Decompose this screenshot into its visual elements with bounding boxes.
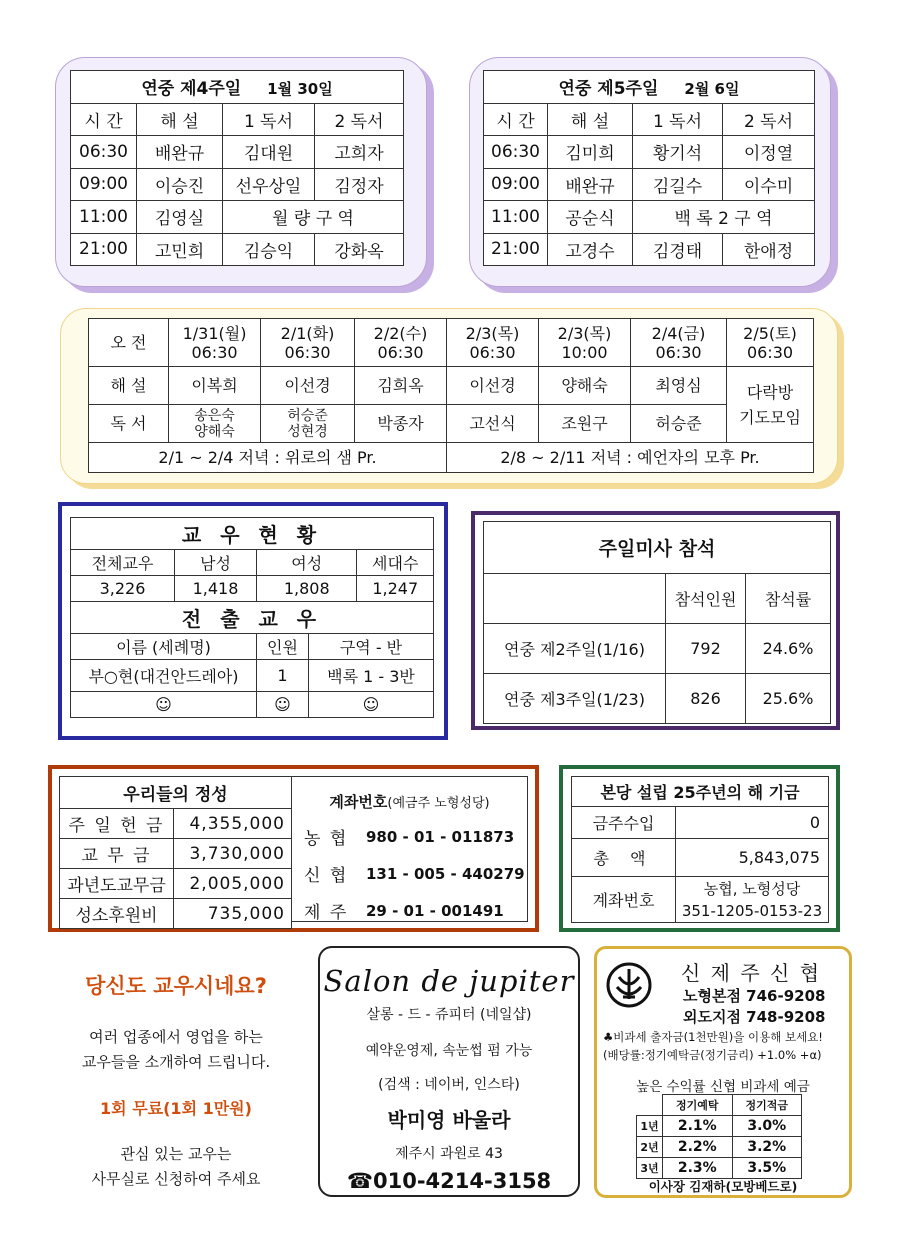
salon-phone: ☎010-4214-3158 bbox=[346, 1169, 552, 1193]
evening-prayer-1: 2/1 ~ 2/4 저녁 : 위로의 샘 Pr. bbox=[89, 443, 447, 473]
members-table: 교 우 현 황 전체교우 남성 여성 세대수 3,226 1,418 1,808 1,247 전 출 교 우 이름 (세례명) 인원 구역 - 반 부○현(대건안드레아) 1 백록 1 - 3반 ☺ ☺ ☺ bbox=[70, 517, 434, 718]
shinhyup-logo-icon bbox=[605, 961, 653, 1009]
header-commentary: 해 설 bbox=[137, 103, 223, 136]
offerings-title: 우리들의 정성 bbox=[60, 777, 292, 809]
salon-ad: Salon de jupiter 살롱 - 드 - 쥬피터 (네일샵) 예약운영제, 속눈썹 펌 가능 (검색 : 네이버, 인스타) 박미영 바울라 제주시 과원로 43 ☎010-4214-3158 bbox=[318, 946, 580, 1197]
week4-title: 연중 제4주일 1월 30일 bbox=[71, 71, 404, 104]
day-cell: 1/31(월) 06:30 bbox=[169, 319, 261, 367]
smiley-icon: ☺ bbox=[71, 692, 257, 718]
table-row: 09:00 배완규 김길수 이수미 bbox=[484, 168, 815, 201]
header-time: 시 간 bbox=[71, 103, 137, 136]
table-row: 교 무 금 3,730,000 bbox=[60, 839, 292, 869]
morning-label: 오 전 bbox=[89, 319, 169, 367]
week5-title: 연중 제5주일 2월 6일 bbox=[484, 71, 815, 104]
attendance-title: 주일미사 참석 bbox=[484, 522, 831, 574]
account-row: 제 주 29 - 01 - 001491 bbox=[304, 901, 504, 923]
ad-price: 1회 무료(1회 1만원) bbox=[100, 1099, 252, 1118]
table-row: 성소후원비 735,000 bbox=[60, 899, 292, 929]
offerings-table bbox=[59, 776, 292, 929]
table-row: 계좌번호 농협, 노형성당 351-1205-0153-23 bbox=[572, 877, 829, 923]
table-row: 06:30 배완규 김대원 고희자 bbox=[71, 136, 404, 169]
table-row: 2년 2.2% 3.2% bbox=[637, 1137, 802, 1158]
day-cell: 2/4(금) 06:30 bbox=[631, 319, 727, 367]
table-row: 21:00 고경수 김경태 한애정 bbox=[484, 233, 815, 266]
table-row: 11:00 공순식 백 록 2 구 역 bbox=[484, 201, 815, 234]
smiley-icon: ☺ bbox=[309, 692, 434, 718]
header-reading2: 2 독서 bbox=[315, 103, 404, 136]
day-cell: 2/1(화) 06:30 bbox=[261, 319, 355, 367]
ad-headline: 당신도 교우시네요? bbox=[85, 974, 267, 998]
morning-table: 오 전 1/31(월) 06:30 2/1(화) 06:30 2/2(수) 06:30 2/3(목) 06:30 2/3(목) 10:00 2/4(금) 06:30 2/5(토) 06:30 해 설 이복희 이선경 김희옥 이선경 양해숙 최영심 다락방 기도모임 독 서 송은숙 양해숙 허승준 성현경 박종자 고선식 조원구 허승준 2/1 ~ 2/4 저녁 : 위로의 샘 Pr. 2/8 ~ 2/11 저녁 : 예언자의 모후 Pr. bbox=[88, 318, 814, 473]
fund-table bbox=[571, 776, 829, 923]
attendance-table: 주일미사 참석 참석인원 참석률 연중 제2주일(1/16) 792 24.6% 연중 제3주일(1/23) 826 25.6% bbox=[483, 521, 831, 724]
table-row: 11:00 김영실 월 량 구 역 bbox=[71, 201, 404, 234]
phone-icon: ☎ bbox=[346, 1169, 373, 1193]
account-box bbox=[292, 776, 528, 922]
week5-table: 연중 제5주일 2월 6일 시 간 해 설 1 독서 2 독서 06:30 김미희 황기석 이정열 09:00 배완규 김길수 이수미 11:00 공순식 백 록 2 구 역 21:00 고경수 김경태 한애정 bbox=[483, 70, 815, 266]
fund-title: 본당 설립 25주년의 해 기금 bbox=[572, 777, 829, 807]
table-row: 금주수입 0 bbox=[572, 807, 829, 839]
rate-table: 정기예탁 정기적금 1년 2.1% 3.0% 2년 2.2% 3.2% 3년 2.3% 3.5% bbox=[636, 1094, 802, 1179]
moved-title: 전 출 교 우 bbox=[71, 602, 434, 634]
shinhyup-name: 신 제 주 신 협 bbox=[681, 961, 822, 985]
account-title: 계좌번호(예금주 노형성당) bbox=[329, 793, 490, 811]
day-cell: 2/3(목) 06:30 bbox=[447, 319, 539, 367]
table-row: 연중 제2주일(1/16) 792 24.6% bbox=[484, 624, 831, 674]
header-reading1: 1 독서 bbox=[223, 103, 315, 136]
day-cell: 2/5(토) 06:30 bbox=[727, 319, 814, 367]
table-row: 주 일 헌 금 4,355,000 bbox=[60, 809, 292, 839]
members-title: 교 우 현 황 bbox=[71, 518, 434, 550]
shinhyup-ad: 신 제 주 신 협 노형본점 746-9208 외도지점 748-9208 ♣비과세 출자금(1천만원)을 이용해 보세요! (배당률:정기예탁금(정기금리) +1.0% +α) 높은 수익률 신협 비과세 예금 이사장 김재하(모방베드로) bbox=[594, 946, 852, 1198]
table-row: 21:00 고민희 김승익 강화옥 bbox=[71, 233, 404, 266]
day-cell: 2/3(목) 10:00 bbox=[539, 319, 631, 367]
day-cell: 2/2(수) 06:30 bbox=[355, 319, 447, 367]
account-row: 농 협 980 - 01 - 011873 bbox=[304, 827, 515, 849]
table-row: 과년도교무금 2,005,000 bbox=[60, 869, 292, 899]
evening-prayer-2: 2/8 ~ 2/11 저녁 : 예언자의 모후 Pr. bbox=[447, 443, 814, 473]
salon-name: Salon de jupiter bbox=[323, 964, 575, 998]
week4-table bbox=[70, 70, 404, 266]
table-row: 연중 제3주일(1/23) 826 25.6% bbox=[484, 674, 831, 724]
account-row: 신 협 131 - 005 - 440279 bbox=[304, 864, 525, 886]
member-ad: 당신도 교우시네요? 여러 업종에서 영업을 하는 교우들을 소개하여 드립니다. 1회 무료(1회 1만원) 관심 있는 교우는 사무실로 신청하여 주세요 bbox=[48, 950, 304, 1230]
table-row: 1년 2.1% 3.0% bbox=[637, 1116, 802, 1137]
table-row: 06:30 김미희 황기석 이정열 bbox=[484, 136, 815, 169]
table-row: 3년 2.3% 3.5% bbox=[637, 1158, 802, 1179]
table-row: 09:00 이승진 선우상일 김정자 bbox=[71, 168, 404, 201]
saturday-note: 다락방 기도모임 bbox=[727, 367, 814, 443]
table-row: 총 액 5,843,075 bbox=[572, 839, 829, 877]
smiley-icon: ☺ bbox=[257, 692, 309, 718]
